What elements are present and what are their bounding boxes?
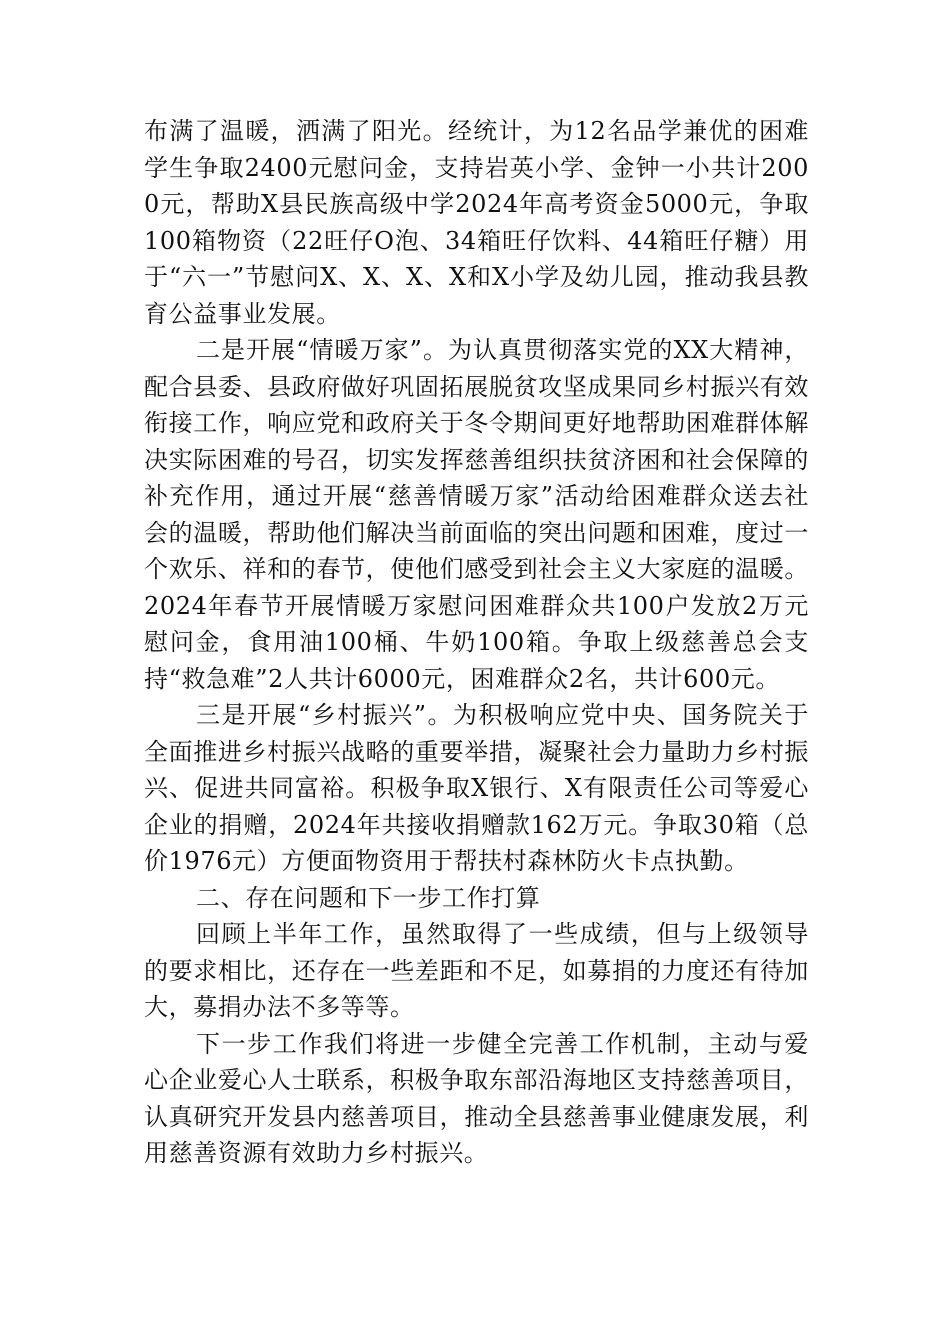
section-heading: 二、存在问题和下一步工作打算 bbox=[196, 883, 541, 912]
paragraph-rural-revitalization: 三是开展“乡村振兴”。为积极响应党中央、国务院关于全面推进乡村振兴战略的重要举措，凝聚社会力量助力乡村振兴、促进共同富裕。积极争取X银行、X有限责任公司等爱心企业的捐赠，2024年共接收捐赠款162万元。争取30箱（总价1976元）方便面物资用于帮扶村森林防火卡点执勤。 bbox=[144, 701, 809, 875]
paragraph-next-steps: 下一步工作我们将进一步健全完善工作机制，主动与爱心企业爱心人士联系，积极争取东部沿海地区支持慈善项目，认真研究开发县内慈善项目，推动全县慈善事业健康发展，利用慈善资源有效助力乡村振兴。 bbox=[144, 1029, 809, 1167]
paragraph-continued: 布满了温暖，洒满了阳光。经统计，为12名品学兼优的困难学生争取2400元慰问金，支持岩英小学、金钟一小共计2000元，帮助X县民族高级中学2024年高考资金5000元，争取100箱物资（22旺仔O泡、34箱旺仔饮料、44箱旺仔糖）用于“六一”节慰问X、X、X、X和X小学及幼儿园，推动我县教育公益事业发展。 bbox=[144, 117, 809, 328]
document-page bbox=[144, 113, 809, 1172]
paragraph-review: 回顾上半年工作，虽然取得了一些成绩，但与上级领导的要求相比，还存在一些差距和不足，如募捐的力度还有待加大，募捐办法不多等等。 bbox=[144, 920, 809, 1021]
paragraph-warmth-campaign: 二是开展“情暖万家”。为认真贯彻落实党的XX大精神，配合县委、县政府做好巩固拓展脱贫攻坚成果同乡村振兴有效衔接工作，响应党和政府关于冬令期间更好地帮助困难群体解决实际困难的号召，切实发挥慈善组织扶贫济困和社会保障的补充作用，通过开展“慈善情暖万家”活动给困难群众送去社会的温暖，帮助他们解决当前面临的突出问题和困难，度过一个欢乐、祥和的春节，使他们感受到社会主义大家庭的温暖。2024年春节开展情暖万家慰问困难群众共100户发放2万元慰问金，食用油100桶、牛奶100箱。争取上级慈善总会支持“救急难”2人共计6000元，困难群众2名，共计600元。 bbox=[144, 336, 809, 693]
